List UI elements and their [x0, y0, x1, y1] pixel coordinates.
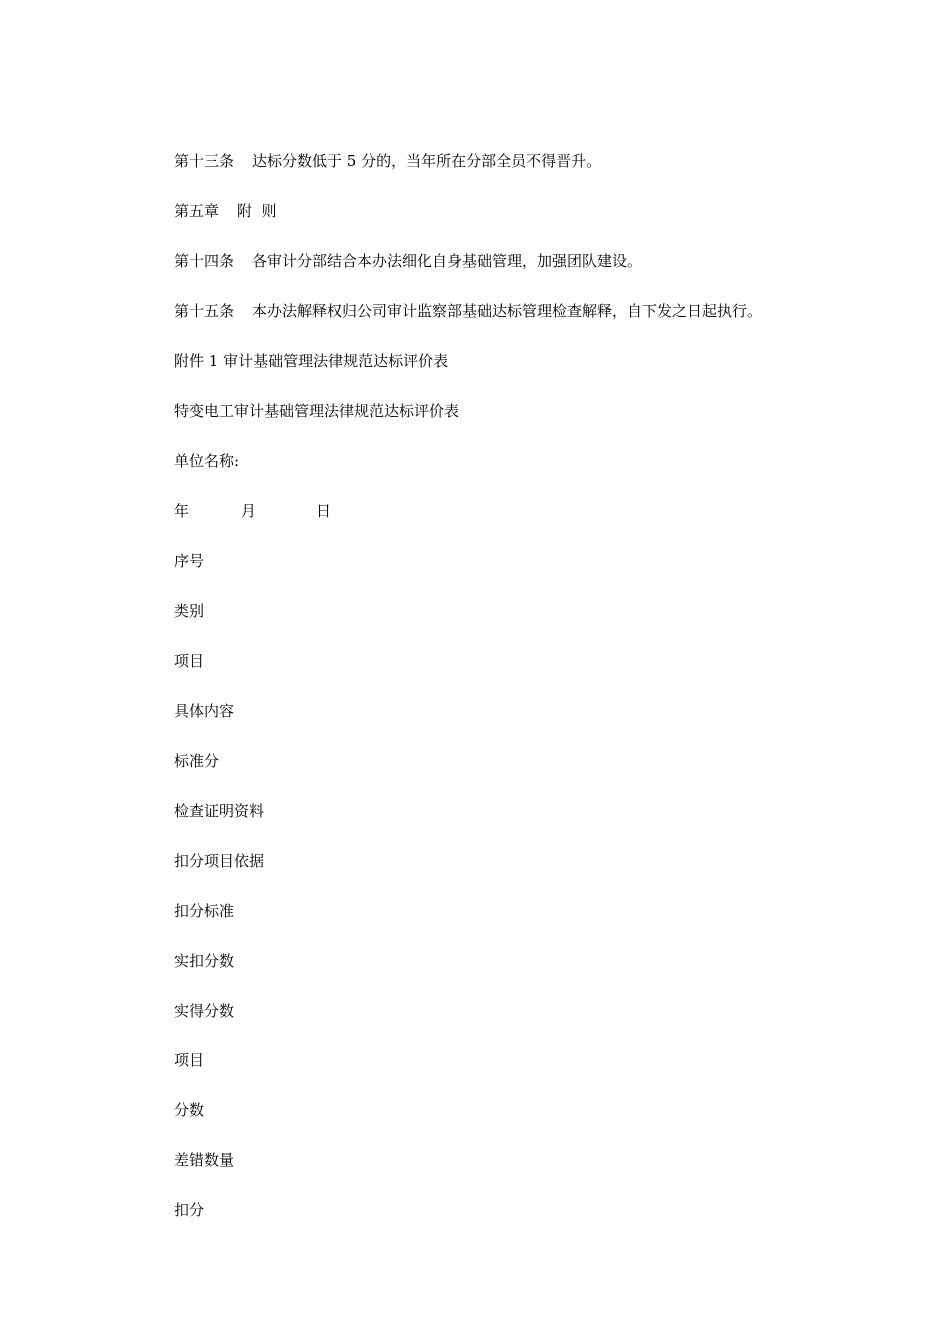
article-15-text: 本办法解释权归公司审计监察部基础达标管理检查解释，自下发之日起执行。 [252, 302, 763, 320]
unit-name-label: 单位名称: [174, 452, 240, 470]
chapter-5-title: 附 则 [237, 202, 277, 220]
article-14-text: 各审计分部结合本办法细化自身基础管理，加强团队建设。 [252, 252, 643, 270]
article-14-label: 第十四条 [174, 252, 235, 270]
table-field: 扣分 [174, 1201, 205, 1219]
article-14 [174, 251, 642, 271]
article-15 [174, 301, 762, 321]
table-field: 项目 [174, 652, 205, 670]
attachment-title: 附件 1 审计基础管理法律规范达标评价表 [174, 352, 449, 370]
form-title: 特变电工审计基础管理法律规范达标评价表 [174, 402, 460, 420]
table-field: 类别 [174, 602, 205, 620]
table-field: 实得分数 [174, 1002, 235, 1020]
date-year: 年 [174, 502, 190, 520]
table-field: 扣分项目依据 [174, 852, 265, 870]
table-field: 具体内容 [174, 702, 235, 720]
table-field: 序号 [174, 552, 205, 570]
table-field: 差错数量 [174, 1151, 235, 1169]
date-line [174, 501, 331, 521]
article-13-text: 达标分数低于 5 分的，当年所在分部全员不得晋升。 [252, 152, 602, 170]
chapter-5-heading [174, 201, 277, 221]
table-field: 分数 [174, 1101, 205, 1119]
table-field: 检查证明资料 [174, 802, 265, 820]
table-field: 标准分 [174, 752, 220, 770]
date-day: 日 [316, 502, 332, 520]
table-field: 项目 [174, 1051, 205, 1069]
article-15-label: 第十五条 [174, 302, 235, 320]
article-13-label: 第十三条 [174, 152, 235, 170]
chapter-5-label: 第五章 [174, 202, 220, 220]
article-13 [174, 151, 601, 171]
date-month: 月 [241, 502, 257, 520]
table-field: 实扣分数 [174, 952, 235, 970]
table-field: 扣分标准 [174, 902, 235, 920]
